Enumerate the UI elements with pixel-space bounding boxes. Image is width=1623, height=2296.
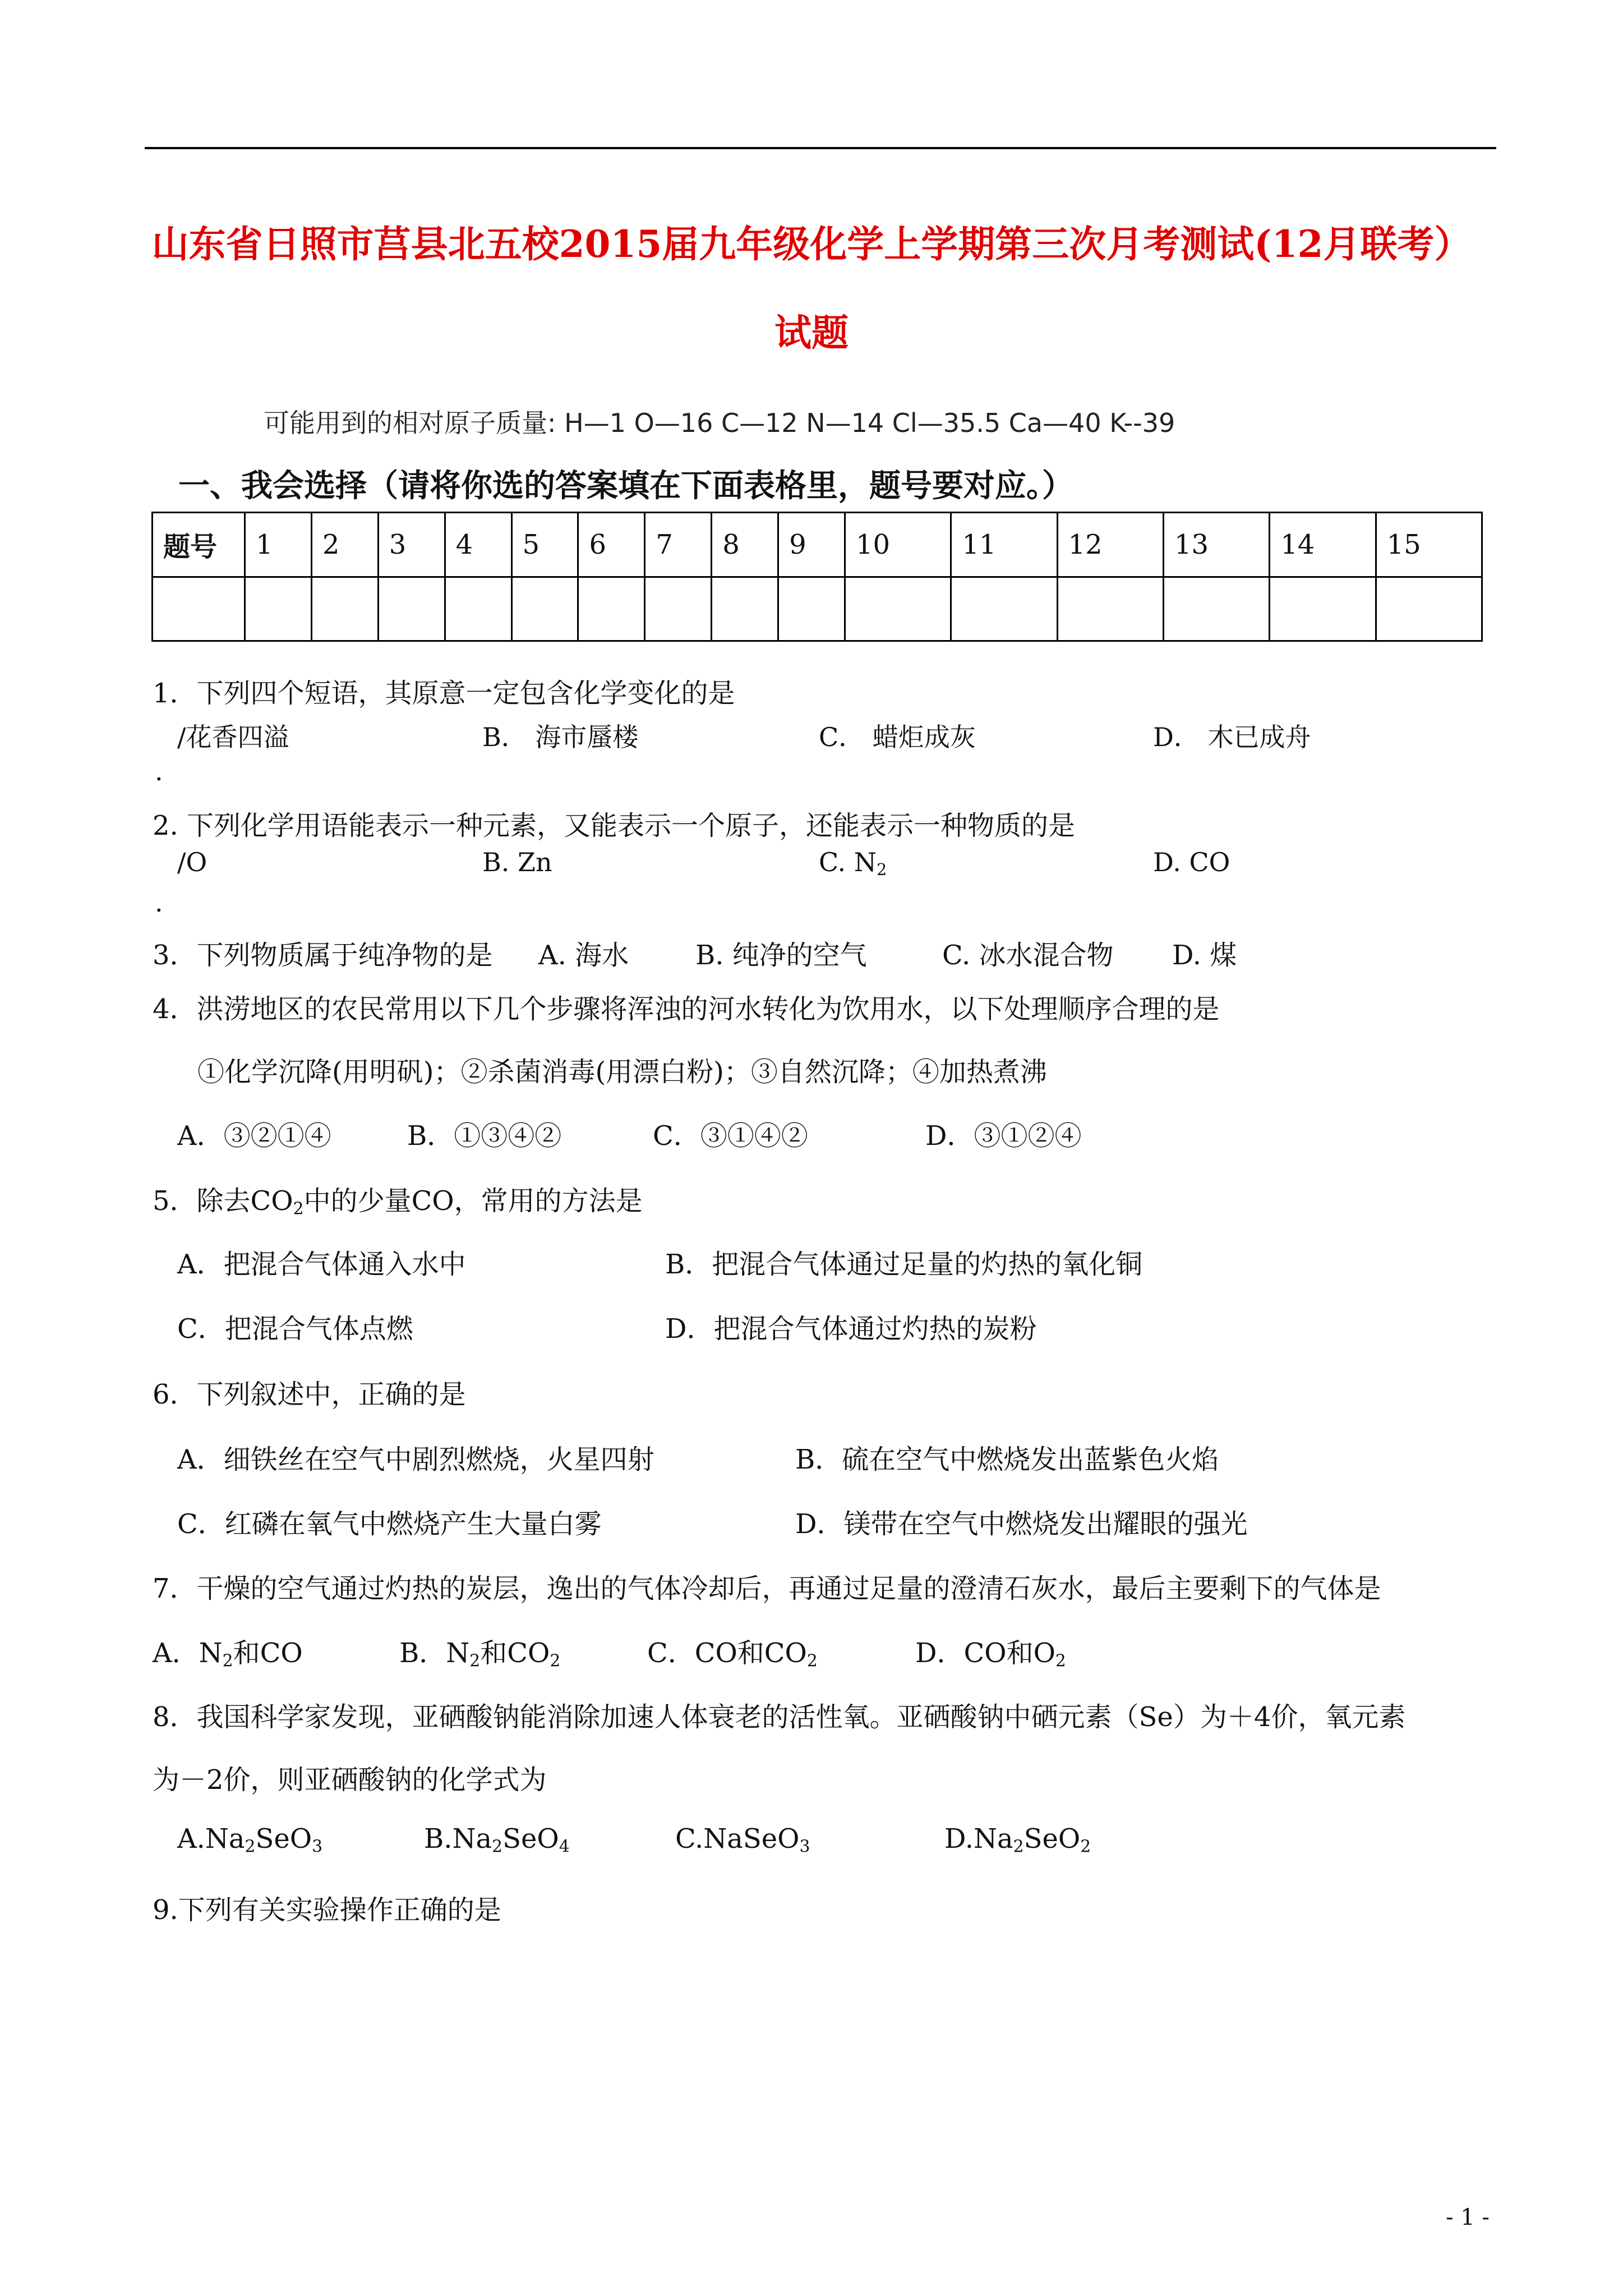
answer-cell[interactable] (1057, 577, 1163, 641)
question-4-option-b: B．①③④② (407, 1120, 562, 1152)
question-8-option-a: $A.Na_2SeO_3$ (177, 1823, 323, 1857)
answer-cell[interactable] (511, 577, 578, 641)
question-3-option-c: C. 冰水混合物 (942, 940, 1114, 971)
question-5-option-b: B．把混合气体通过足量的灼热的氧化铜 (665, 1249, 1143, 1280)
answer-cell[interactable] (712, 577, 778, 641)
question-number-cell: 15 (1376, 513, 1482, 577)
answer-cell[interactable] (845, 577, 951, 641)
question-5-option-d: D．把混合气体通过灼热的炭粉 (665, 1313, 1037, 1345)
section-heading: 一、我会选择（请将你选的答案填在下面表格里，题号要对应。） (178, 468, 1073, 504)
question-2-option-b: B. Zn (482, 847, 552, 877)
question-5-option-c: C．把混合气体点燃 (177, 1313, 413, 1345)
question-1-option-d: D． 木已成舟 (1153, 722, 1311, 752)
question-2-stem: 2. 下列化学用语能表示一种元素，又能表示一个原子，还能表示一种物质的是 (153, 810, 1076, 841)
header-rule (145, 147, 1496, 149)
question-number-cell: 8 (712, 513, 778, 577)
question-2-option-a: /O (177, 847, 208, 877)
answer-table-header: 题号 (153, 513, 245, 577)
question-3-option-d: D. 煤 (1172, 940, 1237, 971)
question-6-stem: 6．下列叙述中，正确的是 (153, 1379, 466, 1410)
question-3-option-b: B. 纯净的空气 (695, 940, 867, 971)
answer-cell[interactable] (951, 577, 1057, 641)
question-number-cell: 6 (578, 513, 645, 577)
question-number-cell: 5 (511, 513, 578, 577)
answer-cell[interactable] (1376, 577, 1482, 641)
question-8-option-d: $D.Na_2SeO_2$ (944, 1823, 1091, 1857)
question-2-stray-dot: . (155, 887, 163, 918)
page-number: - 1 - (1446, 2205, 1490, 2230)
question-6-option-b: B．硫在空气中燃烧发出蓝紫色火焰 (795, 1444, 1219, 1475)
answer-cell[interactable] (778, 577, 845, 641)
question-number-cell: 1 (245, 513, 312, 577)
question-4-option-d: D．③①②④ (925, 1120, 1082, 1152)
question-4-steps: ①化学沉降(用明矾)；②杀菌消毒(用漂白粉)；③自然沉降；④加热煮沸 (197, 1056, 1047, 1088)
page-title: 山东省日照市莒县北五校2015届九年级化学上学期第三次月考测试(12月联考） (151, 222, 1472, 266)
answer-cell[interactable] (1270, 577, 1376, 641)
question-number-cell: 14 (1270, 513, 1376, 577)
question-7-option-a: A．$N_2$和CO (153, 1637, 303, 1671)
question-number-cell: 10 (845, 513, 951, 577)
answer-cell[interactable] (245, 577, 312, 641)
answer-table (151, 512, 1483, 642)
answer-cell[interactable] (311, 577, 378, 641)
question-8-option-b: $B.Na_2SeO_4$ (424, 1823, 570, 1857)
answer-cell-blank (153, 577, 245, 641)
question-7-stem: 7．干燥的空气通过灼热的炭层，逸出的气体冷却后，再通过足量的澄清石灰水，最后主要剩下的气体是 (153, 1573, 1381, 1604)
question-7-option-b: B．$N_2$和$CO_2$ (399, 1637, 561, 1671)
question-9-stem: 9.下列有关实验操作正确的是 (153, 1894, 501, 1926)
question-8-stem-line1: 8．我国科学家发现，亚硒酸钠能消除加速人体衰老的活性氧。亚硒酸钠中硒元素（Se）为＋4价，氧元素 (153, 1701, 1406, 1733)
answer-table-answer-row (153, 577, 1482, 641)
question-5-stem: 5．除去$CO_2$中的少量CO，常用的方法是 (153, 1185, 643, 1219)
question-number-cell: 13 (1163, 513, 1269, 577)
question-1-option-b: B． 海市蜃楼 (482, 722, 639, 752)
atomic-masses: 可能用到的相对原子质量: H—1 O—16 C—12 N—14 Cl—35.5 Ca—40 K--39 (264, 408, 1175, 438)
question-number-cell: 4 (445, 513, 511, 577)
question-5-option-a: A．把混合气体通入水中 (177, 1249, 466, 1280)
question-number-cell: 2 (311, 513, 378, 577)
question-1-option-c: C． 蜡炬成灰 (819, 722, 976, 752)
page-title-line2: 试题 (774, 311, 849, 355)
question-1-stray-dot: . (155, 756, 163, 786)
question-1-option-a: /花香四溢 (177, 722, 289, 752)
answer-cell[interactable] (578, 577, 645, 641)
question-number-cell: 3 (378, 513, 445, 577)
question-4-option-a: A．③②①④ (177, 1120, 331, 1152)
answer-cell[interactable] (645, 577, 712, 641)
question-4-option-c: C．③①④② (653, 1120, 808, 1152)
question-2-option-c: C. $N_2$ (819, 847, 887, 880)
answer-table-header-row (153, 513, 1482, 577)
question-3-option-a: A. 海水 (538, 940, 629, 971)
question-1-stem: 1．下列四个短语，其原意一定包含化学变化的是 (153, 678, 735, 709)
question-2-option-d: D. CO (1153, 847, 1230, 877)
question-number-cell: 9 (778, 513, 845, 577)
answer-cell[interactable] (378, 577, 445, 641)
question-4-stem: 4．洪涝地区的农民常用以下几个步骤将浑浊的河水转化为饮用水，以下处理顺序合理的是 (153, 993, 1220, 1025)
question-8-stem-line2: 为－2价，则亚硒酸钠的化学式为 (153, 1764, 547, 1796)
question-7-option-d: D．CO和$O_2$ (915, 1637, 1066, 1671)
question-6-option-a: A．细铁丝在空气中剧烈燃烧，火星四射 (177, 1444, 654, 1475)
answer-cell[interactable] (1163, 577, 1269, 641)
answer-cell[interactable] (445, 577, 511, 641)
question-7-option-c: C．CO和$CO_2$ (647, 1637, 818, 1671)
question-number-cell: 12 (1057, 513, 1163, 577)
question-3-stem: 3．下列物质属于纯净物的是 (153, 940, 493, 971)
question-8-option-c: C.NaSeO$_3$ (675, 1823, 810, 1857)
question-number-cell: 7 (645, 513, 712, 577)
question-number-cell: 11 (951, 513, 1057, 577)
question-6-option-d: D．镁带在空气中燃烧发出耀眼的强光 (795, 1508, 1248, 1540)
question-6-option-c: C．红磷在氧气中燃烧产生大量白雾 (177, 1508, 602, 1540)
